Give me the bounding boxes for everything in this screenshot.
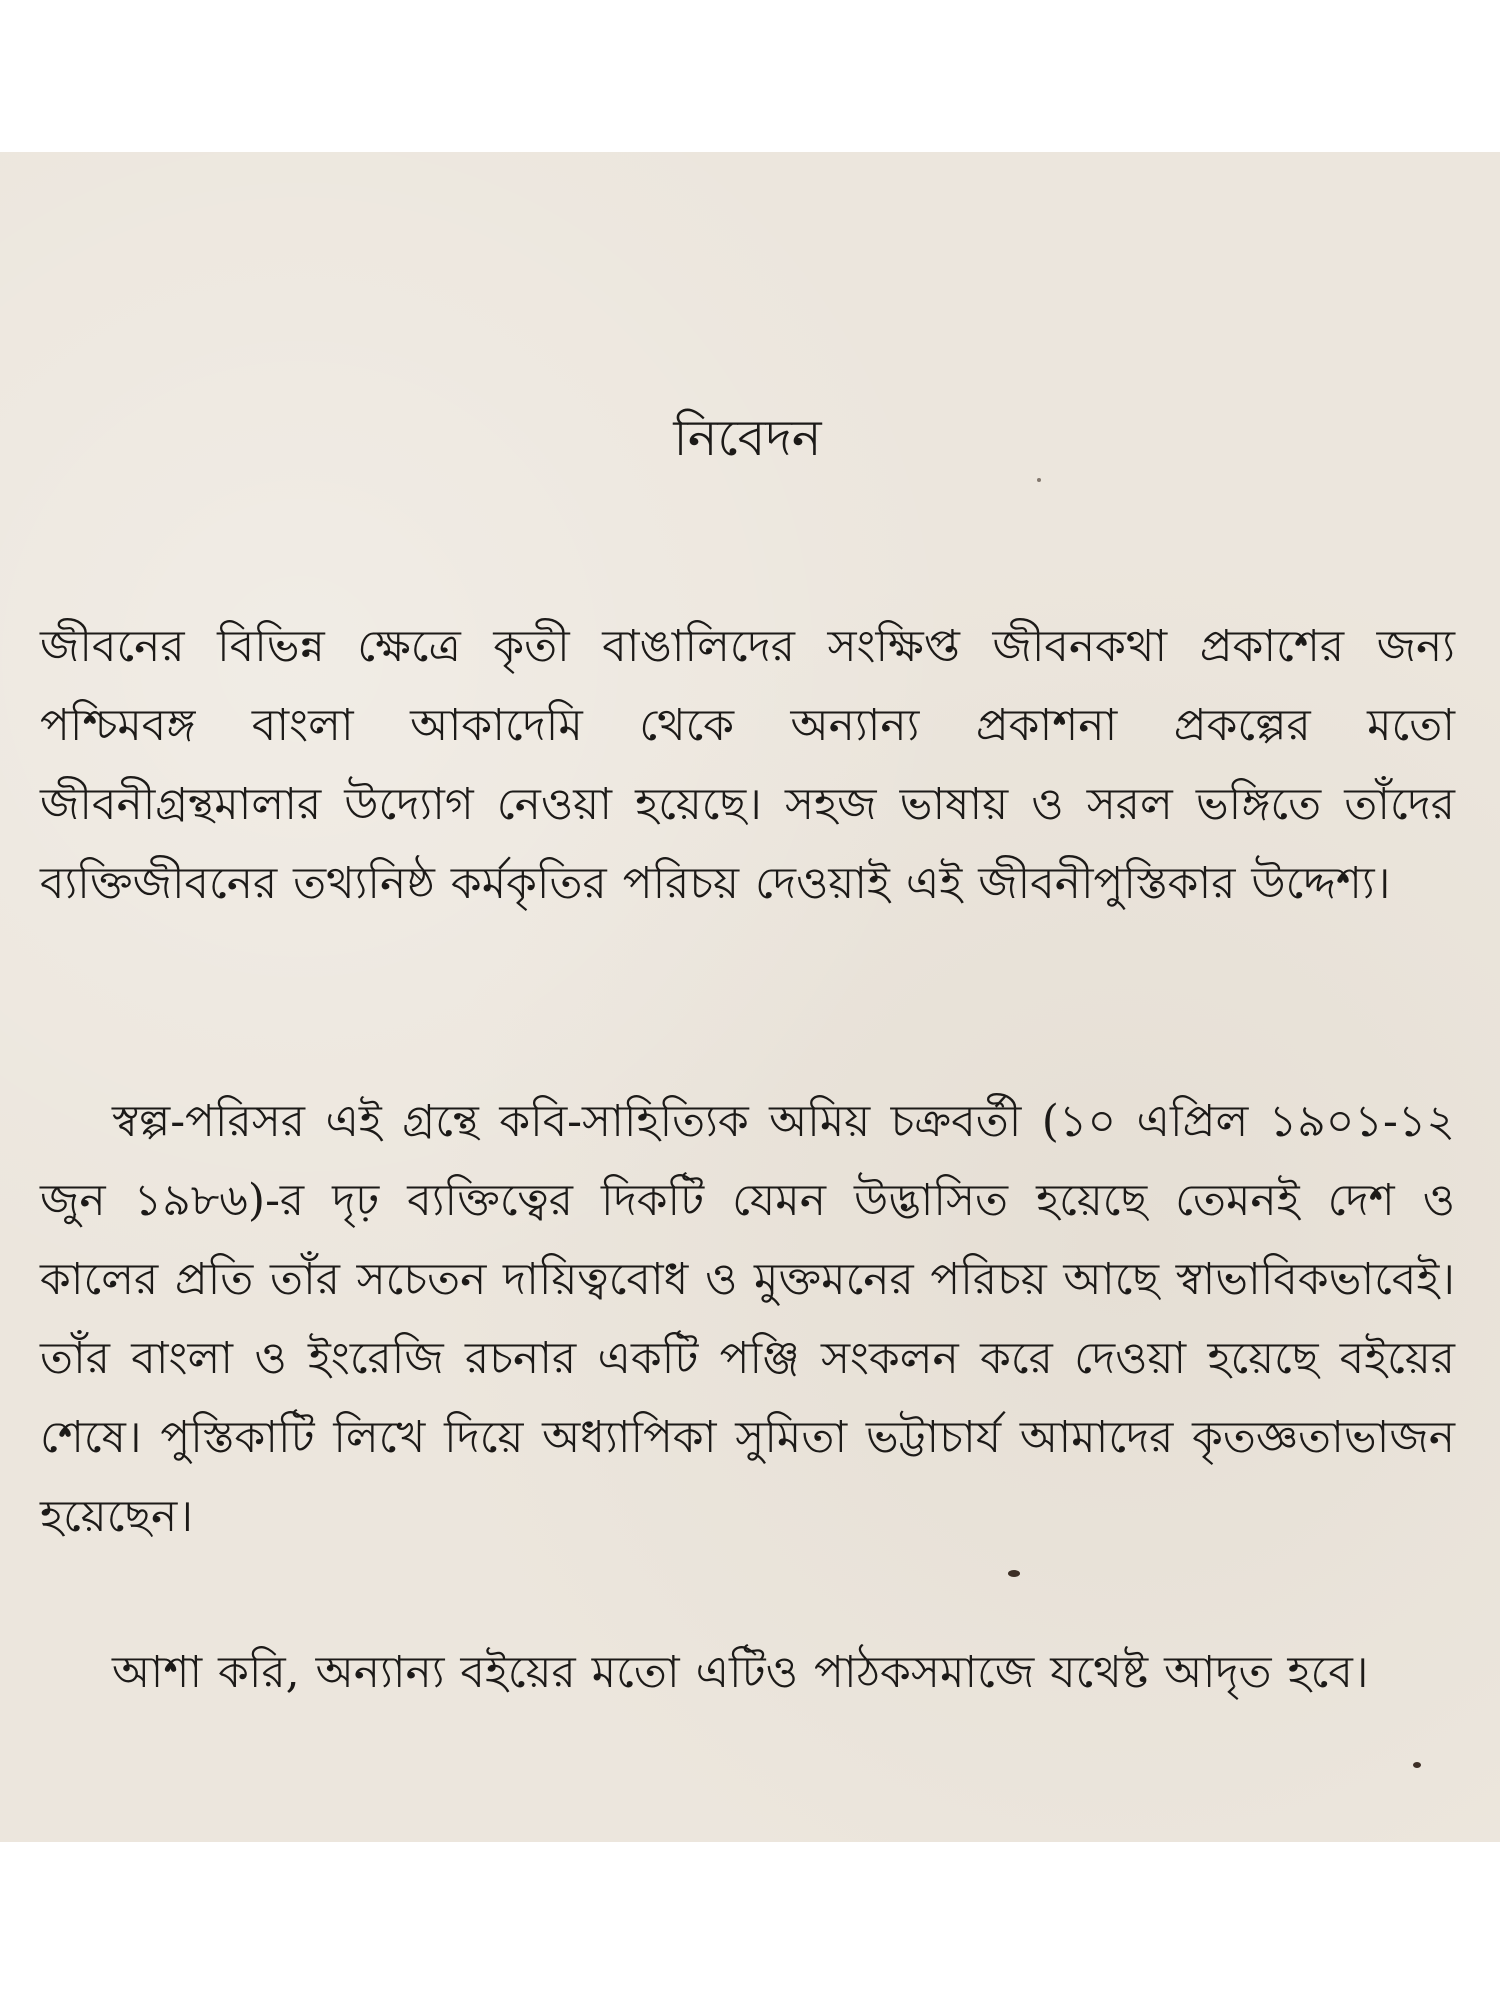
page-title: নিবেদন	[673, 409, 822, 467]
paper-speck	[1008, 1570, 1020, 1577]
paragraph-book-description: স্বল্প-পরিসর এই গ্রন্থে কবি-সাহিত্যিক অমিয় চক্রবর্তী (১০ এপ্রিল ১৯০১-১২ জুন ১৯৮৬)-র দৃঢ় ব্যক্তিত্বের দিকটি যেমন উদ্ভাসিত হয়েছে তেমনই দেশ ও কালের প্রতি তাঁর সচেতন দায়িত্ববোধ ও মুক্তমনের পরিচয় আছে স্বাভাবিকভাবেই। তাঁর বাংলা ও ইংরেজি রচনার একটি পঞ্জি সংকলন করে দেওয়া হয়েছে বইয়ের শেষে। পুস্তিকাটি লিখে দিয়ে অধ্যাপিকা সুমিতা ভট্টাচার্য আমাদের কৃতজ্ঞতাভাজন হয়েছেন।	[40, 1096, 1455, 1542]
page-paper	[0, 152, 1500, 1842]
paragraph-closing: আশা করি, অন্যান্য বইয়ের মতো এটিও পাঠকসমাজে যথেষ্ট আদৃত হবে।	[112, 1647, 1369, 1698]
paper-speck	[1413, 1762, 1421, 1768]
paragraph-intro: জীবনের বিভিন্ন ক্ষেত্রে কৃতী বাঙালিদের সংক্ষিপ্ত জীবনকথা প্রকাশের জন্য পশ্চিমবঙ্গ বাংলা আকাদেমি থেকে অন্যান্য প্রকাশনা প্রকল্পের মতো জীবনীগ্রন্থমালার উদ্যোগ নেওয়া হয়েছে। সহজ ভাষায় ও সরল ভঙ্গিতে তাঁদের ব্যক্তিজীবনের তথ্যনিষ্ঠ কর্মকৃতির পরিচয় দেওয়াই এই জীবনীপুস্তিকার উদ্দেশ্য।	[40, 621, 1455, 909]
paper-speck	[1037, 478, 1041, 482]
